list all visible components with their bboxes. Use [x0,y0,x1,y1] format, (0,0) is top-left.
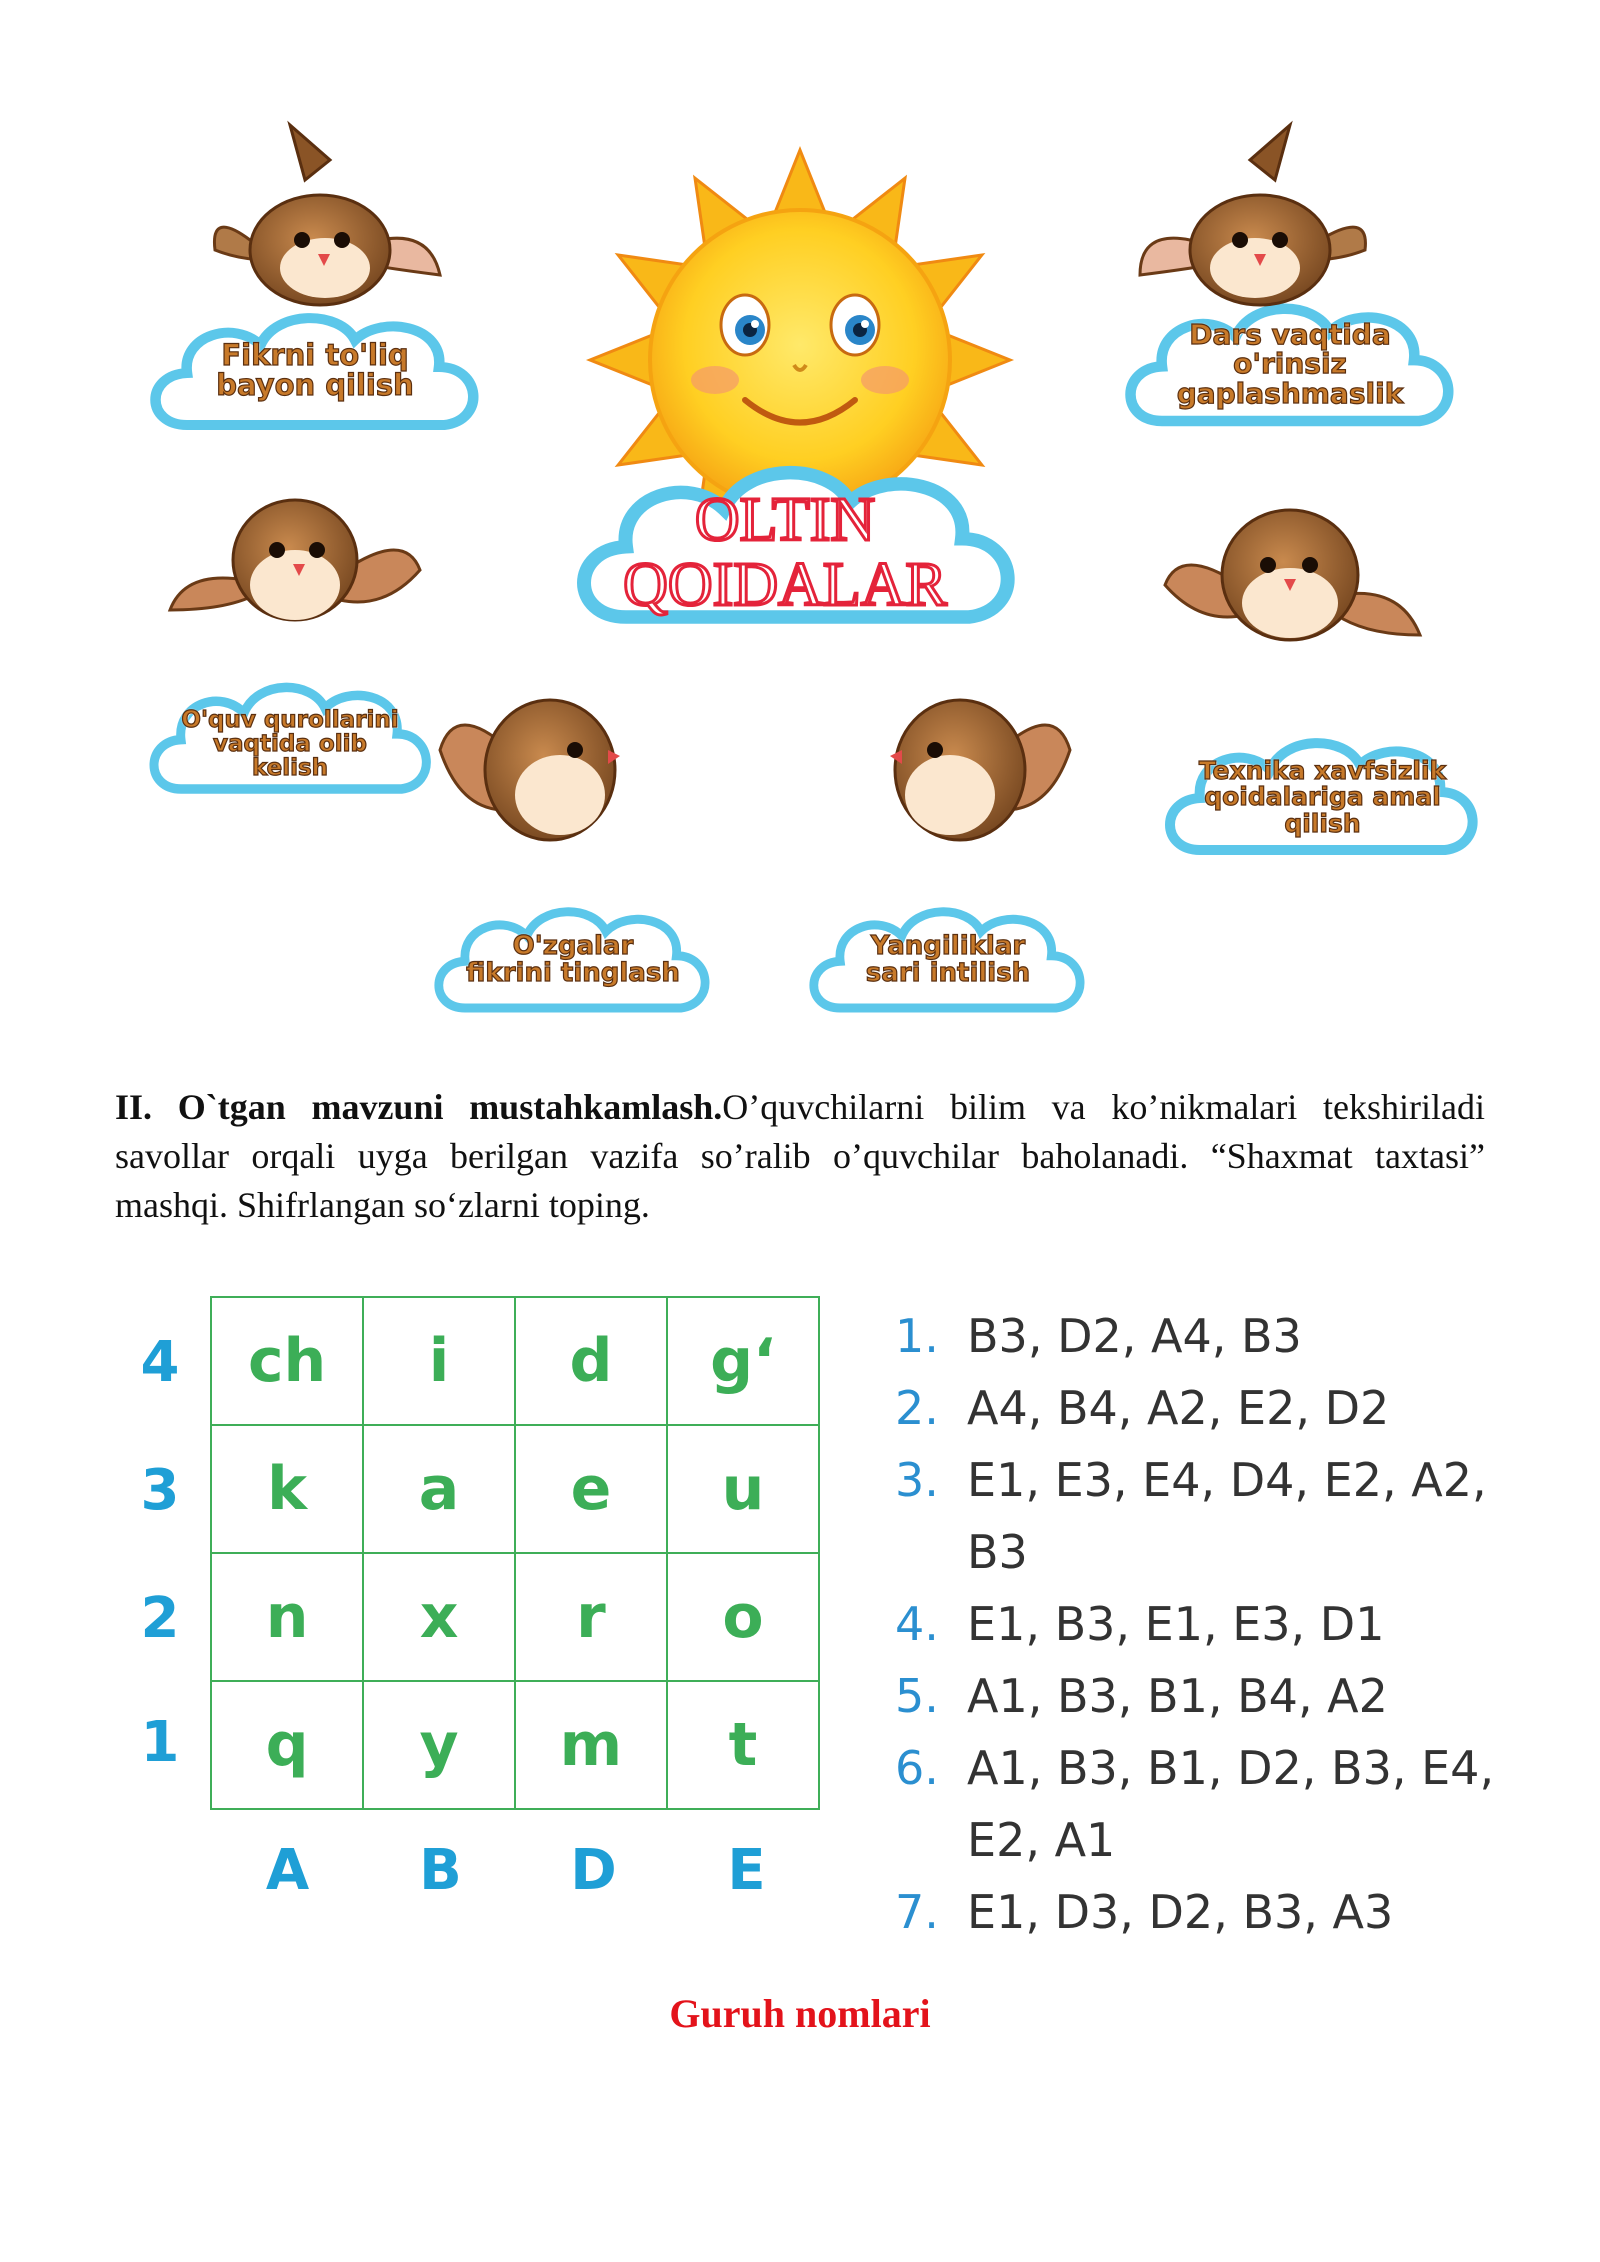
clue-item [895,1444,1495,1588]
bird-icon [214,125,440,305]
grid-cell: u [667,1425,819,1553]
rule-2-line: gaplashmaslik [1176,376,1404,410]
grid-cell: e [515,1425,667,1553]
rule-6-line: Yangiliklar [870,931,1026,961]
row-label-1: 1 [140,1710,180,1775]
rule-1-line: Fikrni to'liq [221,338,409,372]
grid-cell: ch [211,1297,363,1425]
rule-4-line: qoidalariga amal [1204,782,1441,812]
section-heading: II. O`tgan mavzuni mustahkamlash. [115,1087,723,1127]
clue-text: B3, D2, A4, B3 [967,1309,1302,1363]
clue-item [895,1588,1495,1660]
clue-item [895,1876,1495,1948]
rule-3-line: vaqtida olib [213,731,367,758]
column-label-d: D [570,1838,617,1903]
grid-cell: a [363,1425,515,1553]
clue-text: A1, B3, B1, B4, A2 [967,1669,1388,1723]
clue-item [895,1300,1495,1372]
golden-rules-poster [120,110,1490,1050]
grid-cell: d [515,1297,667,1425]
rule-5-text [438,933,708,988]
clue-text: A4, B4, A2, E2, D2 [967,1381,1390,1435]
rule-3-line: O'quv qurollarini [181,707,399,733]
rule-6-line: sari intilish [865,958,1031,989]
rule-5-line: O'zgalar [512,931,634,961]
clue-item [895,1732,1495,1876]
row-label-3: 3 [140,1458,180,1523]
rule-5-line: fikrini tinglash [466,958,680,989]
rule-1-text [165,340,465,401]
rule-2-line: o'rinsiz [1233,347,1347,381]
column-label-a: A [265,1838,310,1903]
poster-title [600,488,970,618]
grid-cell: i [363,1297,515,1425]
cipher-clue-list [895,1300,1495,1948]
chess-board-exercise [120,1290,820,1930]
grid-cell: m [515,1681,667,1809]
bird-icon [1140,125,1365,305]
clue-number: 2. [895,1381,939,1435]
rule-2-line: Dars vaqtida [1189,318,1391,351]
bird-icon [170,500,420,620]
rule-3-text [155,708,425,780]
grid-cell: y [363,1681,515,1809]
section-body: O’quvchilarni bilim va ko’nikmalari tekshiriladi savollar orqali uyga berilgan vazifa so’ralib o’quvchilar baholanadi. “Shaxmat taxtasi” mashqi. Shifrlangan so‘zlarni toping. [115,1087,1485,1225]
grid-cell: q [211,1681,363,1809]
clue-number: 3. [895,1453,939,1507]
rule-4-line: Texnika xavfsizlik [1198,756,1447,785]
grid-row [211,1425,819,1553]
grid-cell: n [211,1553,363,1681]
clue-number: 4. [895,1597,939,1651]
clue-item [895,1660,1495,1732]
grid-cell: x [363,1553,515,1681]
clue-text: E1, D3, D2, B3, A3 [967,1885,1394,1939]
grid-cell: r [515,1553,667,1681]
grid-cell: g‘ [667,1297,819,1425]
clue-text: E1, E3, E4, D4, E2, A2, B3 [967,1453,1487,1579]
row-label-2: 2 [140,1586,180,1651]
bird-icon [1165,510,1420,640]
rule-4-line: qilish [1284,808,1361,838]
rule-4-text [1165,758,1480,837]
letter-grid [210,1296,820,1810]
bird-icon [890,700,1070,840]
clue-number: 7. [895,1885,939,1939]
clue-number: 5. [895,1669,939,1723]
column-label-e: E [727,1838,766,1903]
section-paragraph [115,1083,1485,1230]
rule-3-line: kelish [251,755,329,782]
clue-text: E1, B3, E1, E3, D1 [967,1597,1385,1651]
rule-6-text [813,933,1083,988]
grid-cell: k [211,1425,363,1553]
group-names-heading: Guruh nomlari [669,1991,931,2036]
clue-item [895,1372,1495,1444]
clue-number: 6. [895,1741,939,1795]
rule-2-text [1140,320,1440,408]
grid-row [211,1681,819,1809]
grid-cell: t [667,1681,819,1809]
poster-title-line2: QOIDALAR [623,551,947,620]
poster-title-line1: OLTIN [694,486,876,554]
row-label-4: 4 [140,1330,180,1395]
bird-icon [440,700,620,840]
grid-cell: o [667,1553,819,1681]
clue-number: 1. [895,1309,939,1363]
grid-row [211,1297,819,1425]
clue-text: A1, B3, B1, D2, B3, E4, E2, A1 [967,1741,1495,1867]
rule-1-line: bayon qilish [216,368,414,403]
grid-row [211,1553,819,1681]
column-label-b: B [419,1838,462,1903]
